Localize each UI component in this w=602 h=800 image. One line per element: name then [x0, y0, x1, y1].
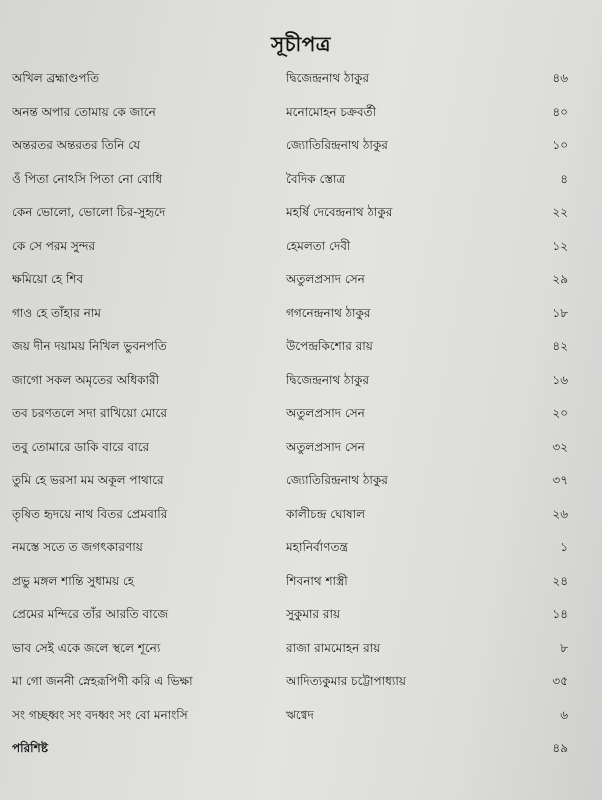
toc-entry-appendix [0, 732, 602, 766]
entry-title: জাগো সকল অমৃতের অধিকারী [12, 372, 160, 387]
entry-title: অন্তরতর অন্তরতর তিনি যে [12, 138, 140, 152]
toc-entry [0, 129, 602, 163]
entry-title: নমস্তে সতে ত জগৎকারণায় [12, 540, 143, 554]
entry-title: ওঁ পিতা নোঽসি পিতা নো বোধি [12, 171, 163, 186]
entry-title: পরিশিষ্ট [12, 741, 48, 755]
toc-entry [0, 699, 602, 733]
entry-author: জ্যোতিরিন্দ্রনাথ ঠাকুর [286, 473, 388, 487]
entry-title: তব চরণতলে সদা রাখিয়ো মোরে [12, 406, 167, 420]
entry-author: দ্বিজেন্দ্রনাথ ঠাকুর [286, 71, 369, 85]
entry-page-number: ৪৬ [552, 71, 568, 85]
toc-entry [0, 263, 602, 297]
entry-author: অতুলপ্রসাদ সেন [286, 272, 365, 286]
entry-title: ভাব সেই একে জলে স্থলে শূন্যে [12, 640, 161, 655]
entry-page-number: ৪ [560, 171, 568, 186]
entry-page-number: ১৬ [552, 372, 568, 387]
toc-entry [0, 431, 602, 465]
entry-page-number: ২০ [552, 406, 568, 420]
entry-author: ঋগ্বেদ [286, 707, 314, 722]
entry-author: মহানির্বাণতন্ত্র [286, 540, 348, 554]
toc-entry [0, 665, 602, 699]
entry-page-number: ৩৭ [552, 473, 568, 487]
toc-entry [0, 464, 602, 498]
entry-title: প্রেমের মন্দিরে তাঁর আরতি বাজে [12, 607, 169, 621]
entry-title: তুমি হে ভরসা মম অকূল পাথারে [12, 473, 164, 487]
toc-entry [0, 230, 602, 264]
toc-entry [0, 531, 602, 565]
entry-title: অনন্ত অপার তোমায় কে জানে [12, 104, 156, 119]
entry-author: আদিত্যকুমার চট্টোপাধ্যায় [286, 674, 406, 688]
entry-page-number: ২৪ [552, 573, 568, 588]
entry-page-number: ৮ [560, 640, 568, 655]
toc-entry [0, 632, 602, 666]
entry-page-number: ৩২ [552, 439, 568, 454]
toc-entry [0, 397, 602, 431]
toc-entry [0, 62, 602, 96]
entry-title: তবু তোমারে ডাকি বারে বারে [12, 439, 150, 454]
entry-page-number: ৪২ [552, 339, 568, 353]
entry-title: কেন ভোলো, ভোলো চির-সুহৃদে [12, 205, 166, 219]
toc-entry [0, 598, 602, 632]
entry-author: অতুলপ্রসাদ সেন [286, 439, 365, 454]
toc-entry [0, 196, 602, 230]
entry-author: হেমলতা দেবী [286, 238, 351, 253]
toc-entry [0, 163, 602, 197]
entry-page-number: ১২ [552, 238, 568, 253]
entry-author: মনোমোহন চক্রবর্তী [286, 104, 376, 119]
entry-title: সং গচ্ছধ্বং সং বদধ্বং সং বো মনাংসি [12, 707, 188, 722]
toc-entry [0, 330, 602, 364]
entry-author: কালীচন্দ্র ঘোষাল [286, 506, 366, 521]
entry-page-number: ২৬ [552, 506, 568, 521]
entry-author: মহর্ষি দেবেন্দ্রনাথ ঠাকুর [286, 205, 393, 219]
entry-author: শিবনাথ শাস্ত্রী [286, 573, 348, 588]
entry-title: ক্ষমিয়ো হে শিব [12, 272, 84, 286]
entry-author: জ্যোতিরিন্দ্রনাথ ঠাকুর [286, 138, 388, 152]
entry-title: অখিল ব্রহ্মাণ্ডপতি [12, 71, 99, 85]
entry-author: বৈদিক স্তোত্র [286, 171, 346, 186]
entry-author: দ্বিজেন্দ্রনাথ ঠাকুর [286, 372, 369, 387]
entry-page-number: ৪০ [552, 104, 568, 119]
page-title: সূচীপত্র [271, 32, 331, 56]
entry-page-number: ১০ [552, 138, 568, 152]
entry-page-number: ৪৯ [552, 741, 568, 755]
entry-author: সুকুমার রায় [286, 607, 341, 621]
entry-author: রাজা রামমোহন রায় [286, 640, 381, 655]
table-of-contents [0, 62, 602, 766]
entry-page-number: ২২ [552, 205, 568, 219]
entry-title: গাও হে তাঁহার নাম [12, 305, 101, 320]
entry-author: উপেন্দ্রকিশোর রায় [286, 339, 373, 353]
entry-title: তৃষিত হৃদয়ে নাথ বিতর প্রেমবারি [12, 506, 168, 521]
entry-title: মা গো জননী স্নেহরূপিণী করি এ ভিক্ষা [12, 674, 193, 688]
entry-page-number: ৬ [560, 707, 568, 722]
toc-entry [0, 498, 602, 532]
entry-title: জয় দীন দয়াময় নিখিল ভুবনপতি [12, 339, 167, 353]
entry-page-number: ১ [560, 540, 568, 554]
entry-author: অতুলপ্রসাদ সেন [286, 406, 365, 420]
entry-title: কে সে পরম সুন্দর [12, 238, 96, 253]
toc-entry [0, 297, 602, 331]
entry-page-number: ২৯ [552, 272, 568, 286]
entry-page-number: ১৮ [552, 305, 568, 320]
entry-title: প্রভু মঙ্গল শান্তি সুধাময় হে [12, 573, 135, 588]
entry-author: গগনেন্দ্রনাথ ঠাকুর [286, 305, 371, 320]
toc-entry [0, 364, 602, 398]
toc-entry [0, 565, 602, 599]
entry-page-number: ৩৫ [552, 674, 568, 688]
toc-entry [0, 96, 602, 130]
entry-page-number: ১৪ [552, 607, 568, 621]
